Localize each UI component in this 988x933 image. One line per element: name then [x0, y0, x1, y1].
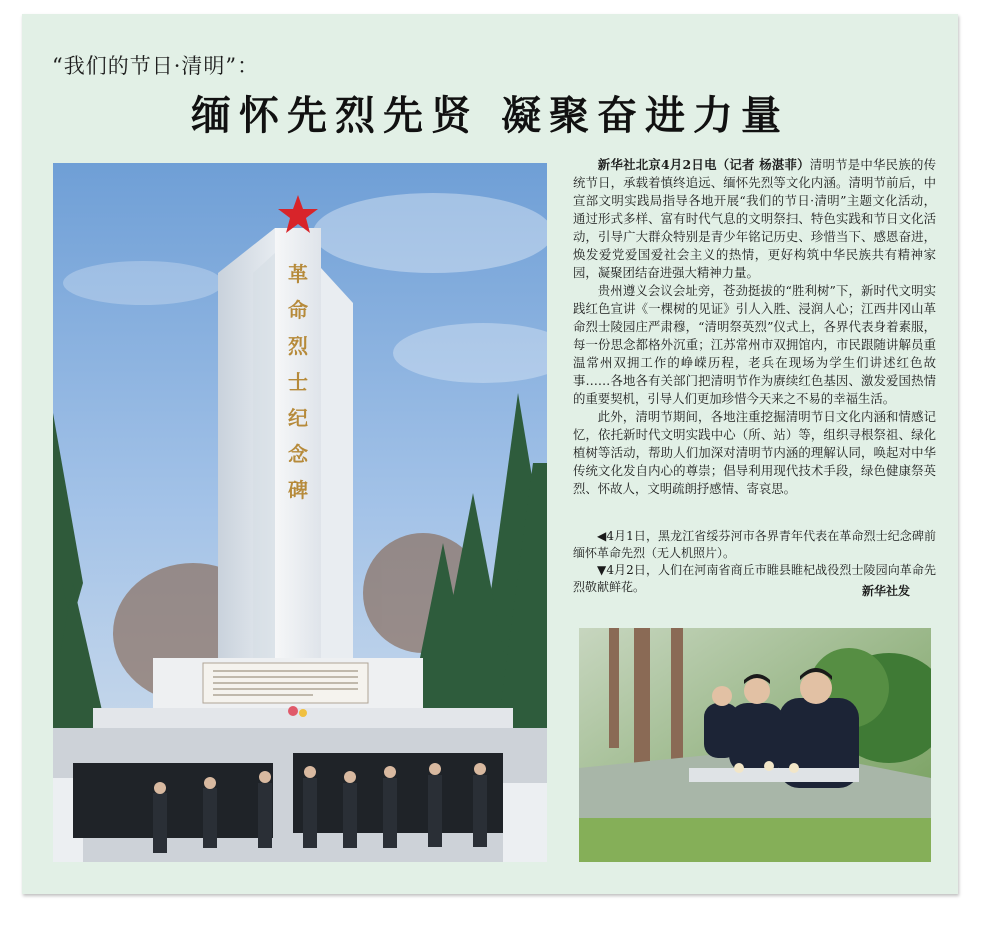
inscription-char: 烈 [288, 334, 308, 358]
inscription-char: 革 [288, 262, 308, 286]
kicker-title: “我们的节日·清明”： [52, 54, 260, 78]
article-body [573, 156, 936, 498]
tribute-illustration [579, 628, 931, 862]
dateline: 新华社北京4月2日电（记者 杨湛菲） [597, 157, 810, 172]
article-paragraph-1 [573, 156, 936, 282]
headline: 缅怀先烈先贤 凝聚奋进力量 [191, 92, 789, 139]
photo-monument [53, 163, 547, 862]
paragraph-text: 清明节是中华民族的传统节日，承载着慎终追远、缅怀先烈等文化内涵。清明节前后，中宣部文明实践局指导各地开展“我们的节日·清明”主题文化活动，通过形式多样、富有时代气息的文明祭扫、特色实践和节日文化活动，引导广大群众特别是青少年铭记历史、珍惜当下、感恩奋进，焕发爱党爱国爱社会主义的热情，更好构筑中华民族共有精神家园，凝聚团结奋进强大精神力量。 [573, 157, 936, 280]
inscription-char: 命 [288, 298, 308, 322]
inscription-char: 碑 [288, 478, 308, 502]
inscription-char: 士 [288, 370, 308, 394]
inscription-char: 念 [288, 442, 308, 466]
article-paragraph-2: 贵州遵义会议会址旁，苍劲挺拔的“胜利树”下，新时代文明实践红色宣讲《一棵树的见证》引人入胜、浸润人心；江西井冈山革命烈士陵园庄严肃穆，“清明祭英烈”仪式上，各界代表身着素服，每一份思念都格外沉重；江苏常州市双拥馆内，市民跟随讲解员重温常州双拥工作的峥嵘历程，老兵在现场为学生们讲述红色故事……各地各有关部门把清明节作为赓续红色基因、激发爱国热情的重要契机，引导人们更加珍惜今天来之不易的幸福生活。 [573, 283, 936, 406]
inscription-char: 纪 [288, 406, 308, 430]
caption-1: ◀4月1日，黑龙江省绥芬河市各界青年代表在革命烈士纪念碑前缅怀革命先烈（无人机照片）。 [573, 529, 936, 560]
monument-illustration [53, 163, 547, 862]
photo-credit: 新华社发 [862, 584, 911, 598]
caption-2: ▼4月2日，人们在河南省商丘市睢县睢杞战役烈士陵园向革命先烈敬献鲜花。 [573, 563, 936, 594]
article-paragraph-3: 此外，清明节期间，各地注重挖掘清明节日文化内涵和情感记忆，依托新时代文明实践中心（所、站）等，组织寻根祭祖、绿化植树等活动，帮助人们加深对清明节内涵的理解认同，唤起对中华传统文化发自内心的尊崇；倡导利用现代技术手段，绿色健康祭英烈、怀故人，文明疏朗抒感情、寄哀思。 [573, 409, 936, 496]
photo-flower-tribute [579, 628, 931, 862]
